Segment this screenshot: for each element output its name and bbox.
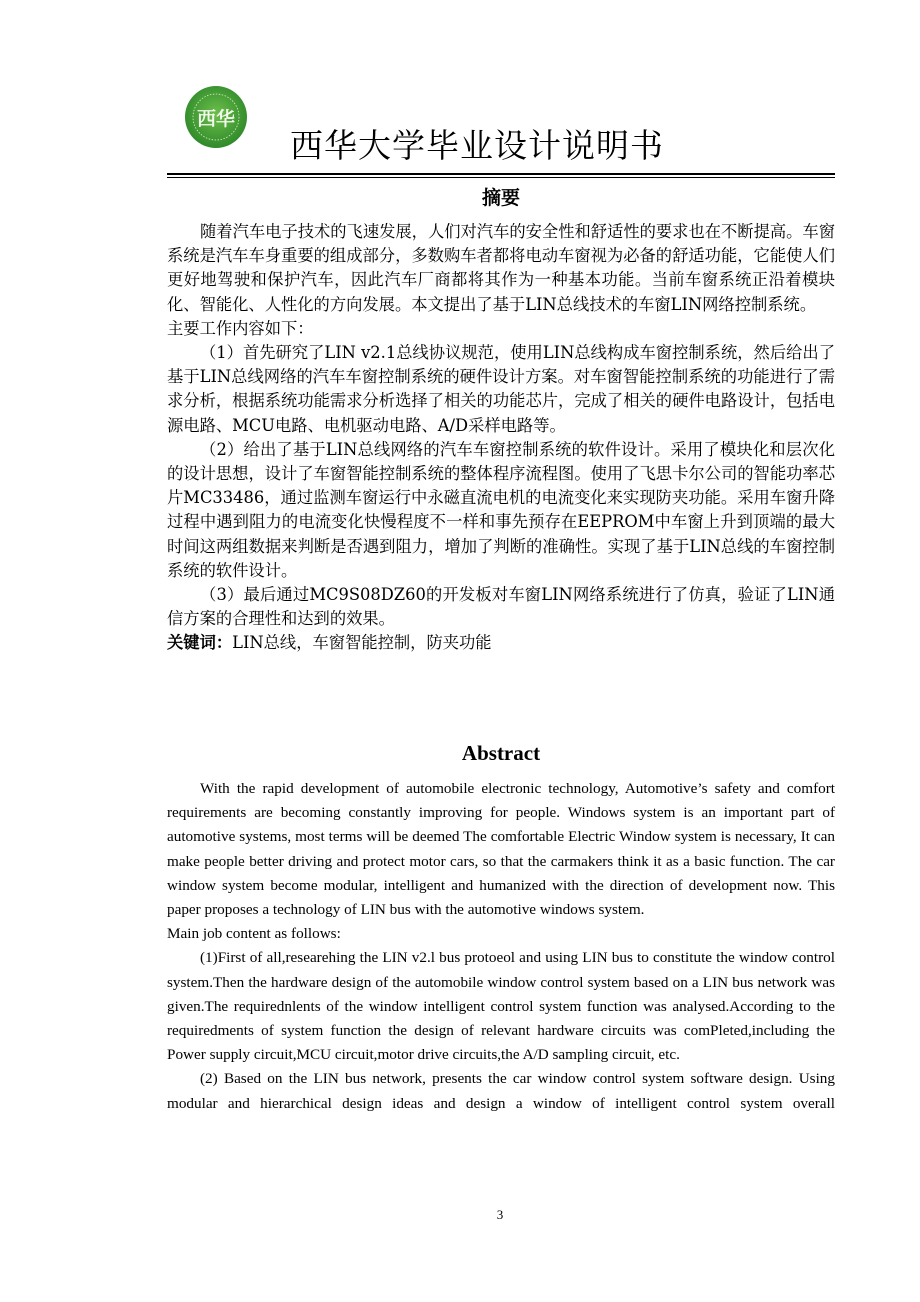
page-number: 3 — [496, 1207, 504, 1222]
cn-abstract-heading: 摘要 — [481, 187, 520, 209]
logo-text: 西华 — [196, 108, 236, 130]
en-paragraph-3: (2) Based on the LIN bus network, presents the car window control system software design. Using modular and hierarchical design ideas and design a window of intelligent control system overall — [167, 1070, 835, 1112]
cn-paragraph-3: （2）给出了基于LIN总线网络的汽车车窗控制系统的软件设计。采用了模块化和层次化的设计思想，设计了车窗智能控制系统的整体程序流程图。使用了飞思卡尔公司的智能功率芯片MC33486，通过监测车窗运行中永磁直流电机的电流变化来实现防夹功能。采用车窗升降过程中遇到阻力的电流变化快慢程度不一样和事先预存在EEPROM中车窗上升到顶端的最大时间这两组数据来判断是否遇到阻力，增加了判断的准确性。实现了基于LIN总线的车窗控制系统的软件设计。 — [167, 439, 835, 580]
en-abstract-heading: Abstract — [461, 741, 541, 765]
cn-intro-line: 主要工作内容如下： — [167, 318, 314, 338]
header-rule — [167, 173, 835, 175]
cn-paragraph-4: （3）最后通过MC9S08DZ60的开发板对车窗LIN网络系统进行了仿真，验证了LIN通信方案的合理性和达到的效果。 — [167, 585, 835, 629]
en-paragraph-2: (1)First of all,researehing the LIN v2.l bus protoeol and using LIN bus to constitute the window control system.Then the hardware design of the automobile window control system based on a LIN bus network was given.The requirednlents of the window intelligent control system function was analysed.According to the requiredments of system function the design of relevant hardware circuits was comPleted,including the Power supply circuit,MCU circuit,motor drive circuits,the A/D sampling circuit, etc. — [167, 949, 835, 1064]
en-abstract-body — [167, 777, 835, 1116]
keywords-value: LIN总线，车窗智能控制，防夹功能 — [232, 633, 492, 653]
cn-keywords — [167, 631, 835, 655]
en-intro-line: Main job content as follows: — [167, 925, 341, 943]
cn-paragraph-2: （1）首先研究了LIN v2.1总线协议规范，使用LIN总线构成车窗控制系统，然后给出了基于LIN总线网络的汽车车窗控制系统的硬件设计方案。对车窗智能控制系统的功能进行了需求分析，根据系统功能需求分析选择了相关的功能芯片，完成了相关的硬件电路设计，包括电源电路、MCU电路、电机驱动电路、A/D采样电路等。 — [167, 343, 835, 435]
header-title: 西华大学毕业设计说明书 — [290, 126, 664, 165]
cn-abstract-body — [167, 220, 835, 656]
keywords-label: 关键词： — [167, 633, 233, 653]
en-paragraph-1: With the rapid development of automobile electronic technology, Automotive’s safety and comfort requirements are becoming constantly improving for people. Windows system is an important part of automotive systems, most terms will be deemed The comfortable Electric Window system is necessary, It can make people better driving and protect motor cars, so that the carmakers think it as a basic function. The car window system become modular, intelligent and humanized with the direction of development now. This paper proposes a technology of LIN bus with the automotive windows system. — [167, 780, 835, 919]
university-logo — [176, 84, 256, 150]
cn-paragraph-1: 随着汽车电子技术的飞速发展，人们对汽车的安全性和舒适性的要求也在不断提高。车窗系统是汽车车身重要的组成部分，多数购车者都将电动车窗视为必备的舒适功能，它能使人们更好地驾驶和保护汽车，因此汽车厂商都将其作为一种基本功能。当前车窗系统正沿着模块化、智能化、人性化的方向发展。本文提出了基于LIN总线技术的车窗LIN网络控制系统。 — [167, 222, 835, 314]
header-rule-thin — [167, 177, 835, 178]
